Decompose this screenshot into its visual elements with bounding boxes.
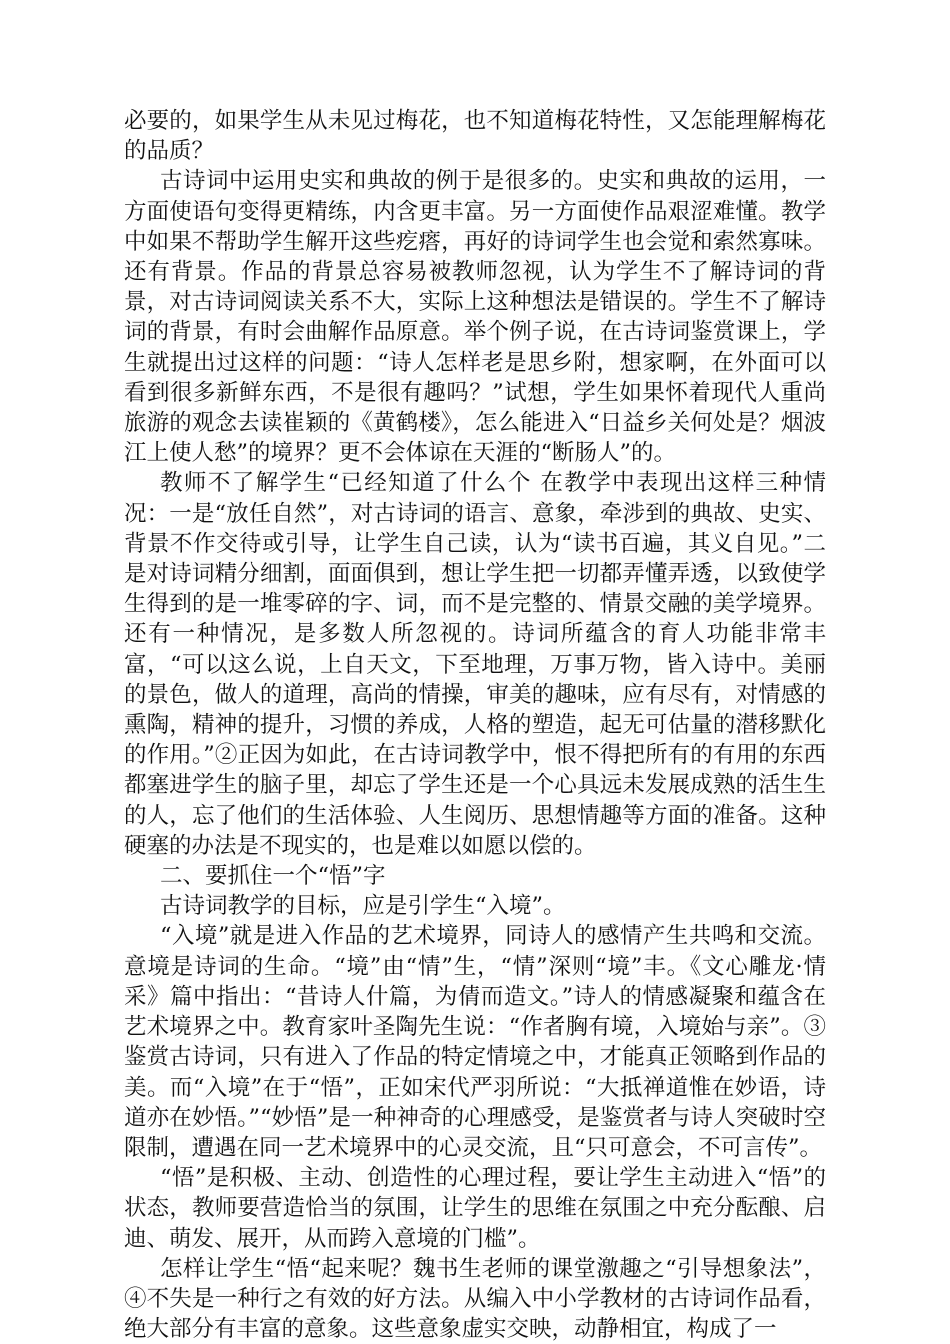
section-heading: 二、要抓住一个“悟”字 [160,863,386,890]
paragraph-5: “入境”就是进入作品的艺术境界，同诗人的感情产生共鸣和交流。意境是诗词的生命。“境”由“情”生，“情”深则“境”丰。《文心雕龙·情采》篇中指出：“昔诗人什篇，为倩而造文。”诗人的情感凝聚和蕴含在艺术境界之中。教育家叶圣陶先生说：“作者胸有境，入境始与亲”。③鉴赏古诗词，只有进入了作品的特定情境之中，才能真正领略到作品的美。而“入境”在于“悟”，正如宋代严羽所说：“大抵禅道惟在妙语，诗道亦在妙悟。”“妙悟”是一种神奇的心理感受，是鉴赏者与诗人突破时空限制，遭遇在同一艺术境界中的心灵交流，且“只可意会，不可言传”。 [124,923,826,1161]
paragraph-7: 怎样让学生“悟“起来呢？魏书生老师的课堂激趣之“引导想象法”，④不失是一种行之有效的好方法。从编入中小学教材的古诗词作品看，绝大部分有丰富的意象。这些意象虚实交映，动静相宜，构成了一 [124,1255,826,1343]
paragraph-4: 古诗词教学的目标，应是引学生“入境”。 [160,893,566,920]
paragraph-3: 教师不了解学生“已经知道了什么个 在教学中表现出这样三种情况：一是“放任自然”，对古诗词的语言、意象，牵涉到的典故、史实、背景不作交待或引导，让学生自己读，认为“读书百遍，其义自见。”二是对诗词精分细割，面面俱到，想让学生把一切都弄懂弄透，以致使学生得到的是一堆零碎的字、词，而不是完整的、情景交融的美学境界。还有一种情况，是多数人所忽视的。诗词所蕴含的育人功能非常丰富，“可以这么说，上自天文，下至地理，万事万物，皆入诗中。美丽的景色，做人的道理，高尚的情操，审美的趣味，应有尽有，对情感的熏陶，精神的提升，习惯的养成，人格的塑造，起无可估量的潜移默化的作用。”②正因为如此，在古诗词教学中，恨不得把所有的有用的东西都塞进学生的脑子里，却忘了学生还是一个心具远未发展成熟的活生生的人，忘了他们的生活体验、人生阅历、思想情趣等方面的准备。这种硬塞的办法是不现实的，也是难以如愿以偿的。 [124,470,826,859]
paragraph-1: 必要的，如果学生从未见过梅花，也不知道梅花特性，又怎能理解梅花的品质？ [124,108,826,165]
paragraph-6: “悟”是积极、主动、创造性的心理过程，要让学生主动进入“悟”的状态，教师要营造恰当的氛围，让学生的思维在氛围之中充分酝酿、启迪、萌发、展开，从而跨入意境的门槛”。 [124,1165,826,1252]
paragraph-2: 古诗词中运用史实和典故的例于是很多的。史实和典故的运用，一方面使语句变得更精练，内含更丰富。另一方面使作品艰涩难懂。教学中如果不帮助学生解开这些疙瘩，再好的诗词学生也会觉和索然寡味。还有背景。作品的背景总容易被教师忽视，认为学生不了解诗词的背景，对古诗词阅读关系不大，实际上这种想法是错误的。学生不了解诗词的背景，有时会曲解作品原意。举个例子说，在古诗词鉴赏课上，学生就提出过这样的问题：“诗人怎样老是思乡附，想家啊，在外面可以看到很多新鲜东西，不是很有趣吗？”试想，学生如果怀着现代人重尚旅游的观念去读崔颖的《黄鹤楼》，怎么能进入“日益乡关何处是？烟波江上使人愁”的境界？更不会体谅在天涯的“断肠人”的。 [124,168,826,467]
document-body [124,106,826,1344]
